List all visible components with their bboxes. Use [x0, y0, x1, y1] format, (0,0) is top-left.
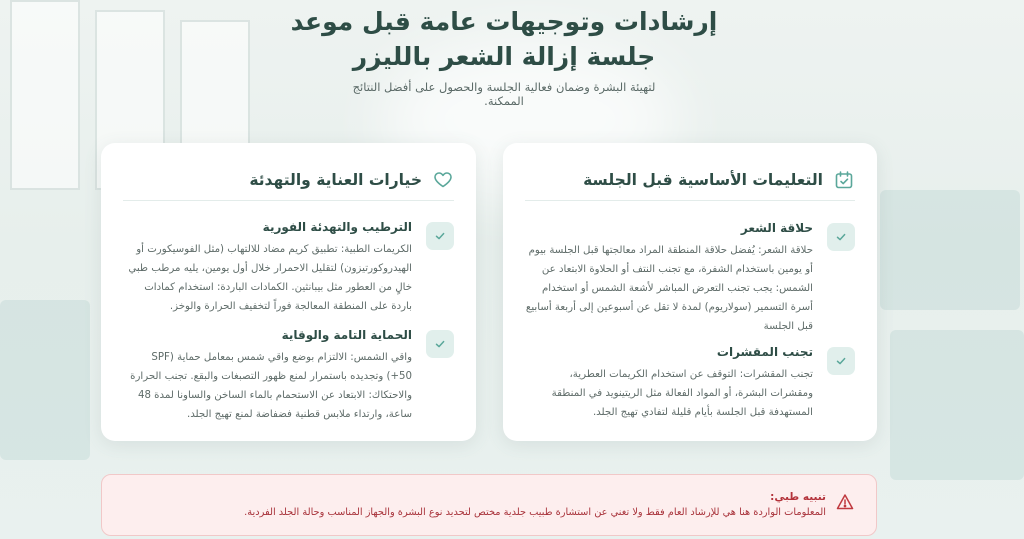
warning-icon: [836, 493, 854, 511]
calendar-check-icon: [833, 169, 855, 191]
alert-body: [244, 491, 826, 535]
check-icon: [426, 222, 454, 250]
list-item: [525, 221, 855, 336]
page-title: إرشادات وتوجيهات عامة قبل موعد جلسة إزالة الشعر بالليزر: [290, 7, 718, 71]
item-title: الحماية التامة والوقاية: [281, 328, 412, 342]
check-icon: [827, 347, 855, 375]
check-icon: [827, 223, 855, 251]
item-title: تجنب المقشرات: [716, 345, 813, 359]
pre-session-card: [503, 143, 877, 441]
card-title: خيارات العناية والتهدئة: [249, 170, 422, 189]
item-text: تجنب المقشرات: التوقف عن استخدام الكريمات العطرية، ومقشرات البشرة، أو المواد الفعالة مثل الريتينويد في المنطقة المستهدفة قبل الجلسة بأيام قليلة لتفادي تهيج الجلد.: [551, 369, 813, 418]
card-title: التعليمات الأساسية قبل الجلسة: [583, 170, 823, 189]
list-item: [525, 345, 855, 422]
care-options-card: [101, 143, 476, 441]
item-text: واقي الشمس: الالتزام بوضع واقي شمس بمعامل حماية (SPF 50+) وتجديده باستمرار لمنع ظهور التصبغات والبقع. تجنب الحرارة والاحتكاك: الابتعاد عن الاستحمام بالماء الساخن والساونا لمدة 48 ساعة، وارتداء ملابس قطنية فضفاضة لمنع تهيج الجلد.: [130, 352, 412, 420]
list-item: [123, 220, 454, 316]
heart-icon: [432, 169, 454, 191]
medical-alert: [101, 474, 877, 536]
item-text: حلاقة الشعر: يُفضل حلاقة المنطقة المراد معالجتها قبل الجلسة بيوم أو يومين باستخدام الشفرة، مع تجنب النتف أو الحلاوة الابتعاد عن الشمس: يجب تجنب التعرض المباشر لأشعة الشمس أو استخدام أسرة التسمير (سولاريوم) لمدة لا تقل عن أسبوعين إلى أربعة أسابيع قبل الجلسة: [525, 245, 813, 332]
item-title: الترطيب والتهدئة الفورية: [262, 220, 412, 234]
page-subtitle: لتهيئة البشرة وضمان فعالية الجلسة والحصول على أفضل النتائج الممكنة.: [352, 80, 656, 108]
check-icon: [426, 330, 454, 358]
item-text: الكريمات الطبية: تطبيق كريم مضاد للالتهاب (مثل الفوسيكورت أو الهيدروكورتيزون) لتقليل الاحمرار خلال أول يومين، يليه مرطب طبي خالٍ من العطور مثل بيبانثين. الكمادات الباردة: استخدام كمادات باردة على المنطقة المعالجة فوراً لتخفيف الحرارة والوخز.: [128, 244, 412, 312]
card-header: [525, 167, 855, 201]
card-header: [123, 167, 454, 201]
alert-text: المعلومات الواردة هنا هي للإرشاد العام فقط ولا تغني عن استشارة طبيب جلدية مختص لتحديد نوع البشرة والجهاز المناسب وحالة الجلد الفردية.: [244, 507, 826, 518]
alert-title: تنبيه طبي:: [770, 491, 826, 503]
item-title: حلاقة الشعر: [740, 221, 813, 235]
list-item: [123, 328, 454, 424]
